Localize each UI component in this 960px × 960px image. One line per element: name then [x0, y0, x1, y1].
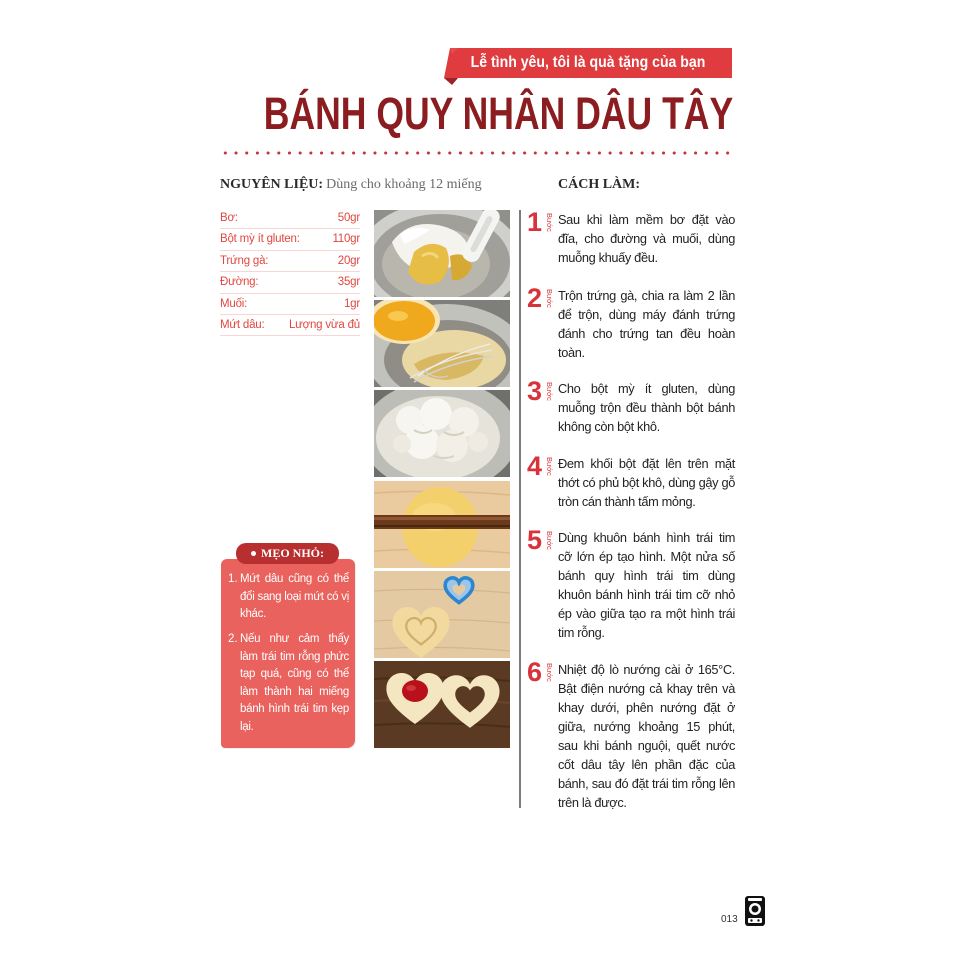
ingredient-amount: 1gr: [343, 297, 360, 310]
ingredients-heading: NGUYÊN LIỆU:: [220, 177, 324, 192]
step-text: Đem khối bột đặt lên trên mặt thớt có phủ bột khô, dùng gậy gỗ tròn cán thành tấm mỏng.: [558, 456, 735, 509]
step-label: Bước: [545, 531, 554, 550]
step-number: 4: [527, 451, 543, 481]
step-text: Sau khi làm mềm bơ đặt vào đĩa, cho đường và muối, dùng muỗng khuấy đều.: [558, 212, 735, 265]
recipe-title: BÁNH QUY NHÂN DÂU TÂY: [263, 88, 733, 139]
ingredient-name: Muối:: [220, 297, 248, 310]
ingredient-name: Bơ:: [220, 212, 238, 224]
ingredient-row: [220, 229, 360, 250]
step-label: Bước: [545, 457, 554, 476]
tip-badge: [236, 543, 339, 564]
ingredient-name: Đường:: [220, 276, 259, 289]
ingredient-amount: Lượng vừa đủ: [288, 318, 360, 331]
ingredients-list: [220, 208, 360, 336]
step-number: 3: [527, 376, 543, 406]
step-number: 5: [527, 525, 543, 555]
step-label: Bước: [545, 663, 554, 682]
step-text: Dùng khuôn bánh hình trái tim cỡ lớn ép tạo hình. Một nửa số bánh quy hình trái tim dùng khuôn bánh hình trái tim cỡ nhỏ ép vào giữa tạo ra một hình trái tim rỗng.: [558, 530, 735, 640]
ingredient-row: [220, 251, 360, 272]
ingredient-amount: 50gr: [337, 212, 360, 224]
step-text: Cho bột mỳ ít gluten, dùng muỗng trộn đều thành bột bánh không còn bột khô.: [558, 381, 735, 434]
photo-step-1: [374, 210, 510, 297]
ingredients-note: Dùng cho khoảng 12 miếng: [326, 177, 482, 192]
ingredients-heading-line: [220, 176, 482, 194]
ingredient-row: [220, 294, 360, 315]
step-number: 6: [527, 657, 543, 687]
step-text: Trộn trứng gà, chia ra làm 2 lần để trộn, dùng máy đánh trứng đánh cho trứng tan đều hoàn toàn.: [558, 288, 735, 360]
dotted-separator: [220, 151, 736, 155]
ingredient-row: [220, 272, 360, 293]
step-label: Bước: [545, 289, 554, 308]
column-divider: [519, 210, 521, 808]
ingredient-name: Mứt dâu:: [220, 318, 265, 331]
photo-step-3: [374, 390, 510, 477]
tip-item: [228, 631, 349, 736]
tip-list: [228, 571, 349, 744]
tip-text: Mứt dâu cũng có thể đổi sang loại mứt có vị khác.: [240, 573, 349, 620]
step-label: Bước: [545, 382, 554, 401]
page-number: 013: [721, 914, 738, 925]
method-heading: CÁCH LÀM:: [558, 177, 641, 192]
tip-item: [228, 571, 349, 624]
ribbon-text: Lễ tình yêu, tôi là quà tặng của bạn: [470, 54, 706, 71]
photo-step-5: [374, 571, 510, 658]
tip-number: 2.: [228, 633, 238, 645]
tip-heading: MẸO NHỎ:: [261, 546, 324, 560]
photo-step-4: [374, 481, 510, 568]
oven-icon: [744, 895, 766, 927]
ingredient-row: [220, 315, 360, 336]
photo-step-2: [374, 300, 510, 387]
tip-number: 1.: [228, 573, 238, 585]
dot-icon: [251, 551, 256, 556]
step-number: 2: [527, 283, 543, 313]
ingredient-amount: 35gr: [337, 276, 360, 289]
step-number: 1: [527, 207, 543, 237]
ingredient-amount: 110gr: [332, 233, 360, 246]
photo-step-6: [374, 661, 510, 748]
step-label: Bước: [545, 213, 554, 232]
tip-text: Nếu như cảm thấy làm trái tim rỗng phức tạp quá, cũng có thể làm thành hai miếng bánh hình trái tim kẹp lại.: [240, 633, 349, 733]
subtitle-ribbon: [436, 44, 736, 86]
step-text: Nhiệt độ lò nướng cài ở 165°C. Bật điện nướng cả khay trên và khay dưới, phên nướng đặt ở giữa, nướng khoảng 15 phút, sau khi bánh nguội, quết nước cốt dâu tây lên phần đặc của bánh, sau đó đặt trái tim rỗng lên trên là được.: [558, 662, 735, 810]
ingredient-amount: 20gr: [337, 254, 360, 267]
ingredient-name: Trứng gà:: [220, 254, 269, 267]
ingredient-row: [220, 208, 360, 229]
ingredient-name: Bột mỳ ít gluten:: [220, 233, 300, 246]
